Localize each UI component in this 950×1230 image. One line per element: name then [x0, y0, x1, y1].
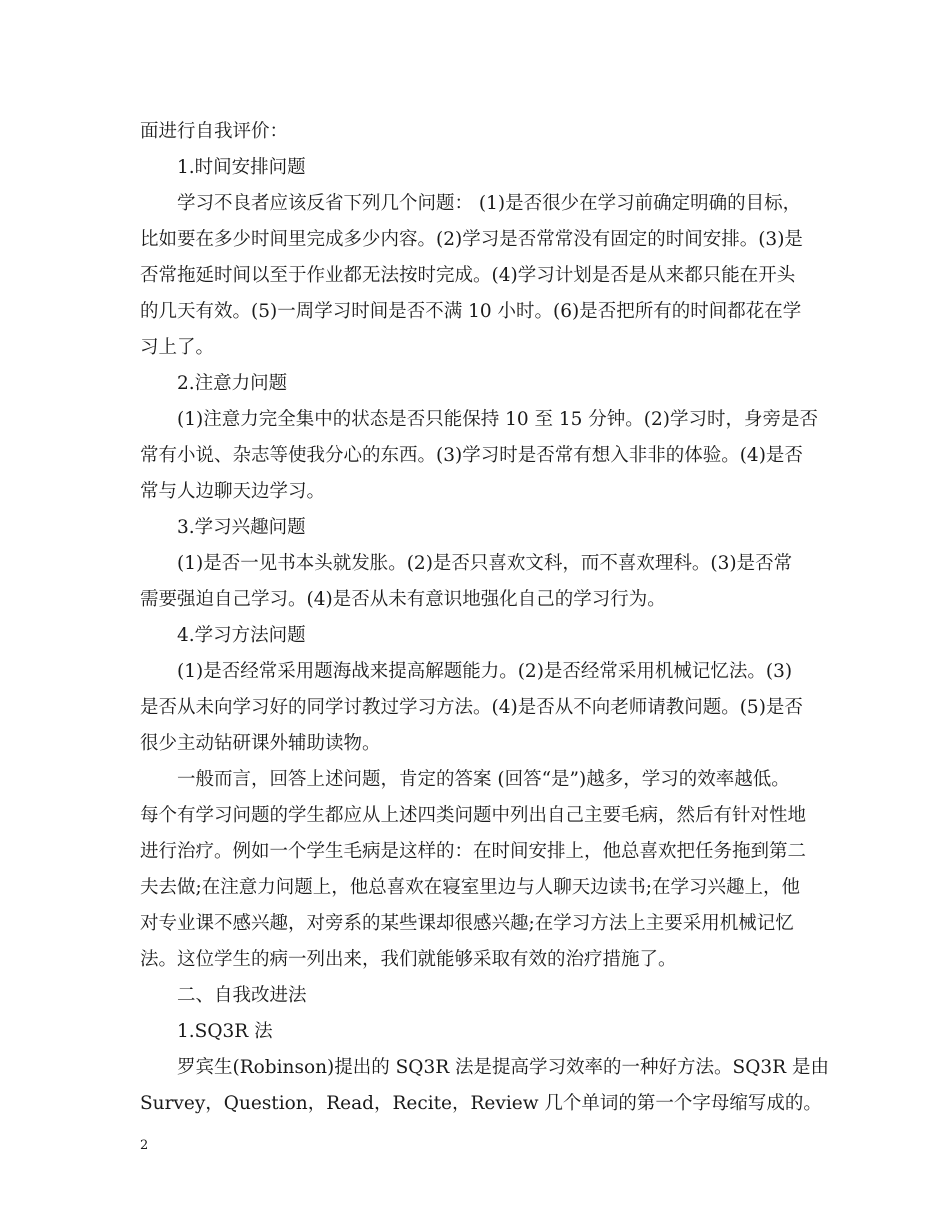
text-line: 进行治疗。例如一个学生毛病是这样的：在时间安排上，他总喜欢把任务拖到第二	[140, 841, 807, 862]
text-line: 常与人边聊天边学习。	[140, 481, 326, 502]
text-line: 面进行自我评价：	[140, 121, 289, 142]
text-line: 是否从未向学习好的同学讨教过学习方法。(4)是否从不向老师请教问题。(5)是否	[140, 697, 803, 718]
text-line: 习上了。	[140, 337, 215, 358]
text-line: 二、自我改进法	[177, 985, 307, 1006]
text-line: (1)注意力完全集中的状态是否只能保持 10 至 15 分钟。(2)学习时，身旁是否	[177, 409, 819, 430]
text-line: 学习不良者应该反省下列几个问题： (1)是否很少在学习前确定明确的目标，	[177, 193, 802, 214]
page-number: 2	[140, 1138, 149, 1153]
text-line: 法。这位学生的病一列出来，我们就能够采取有效的治疗措施了。	[140, 949, 677, 970]
text-line: (1)是否一见书本头就发胀。(2)是否只喜欢文科，而不喜欢理科。(3)是否常	[177, 553, 793, 574]
text-line: 3.学习兴趣问题	[177, 517, 306, 538]
text-line: 每个有学习问题的学生都应从上述四类问题中列出自己主要毛病，然后有针对性地	[140, 805, 807, 826]
text-line: 一般而言，回答上述问题，肯定的答案 (回答“是”)越多，学习的效率越低。	[177, 769, 790, 790]
text-line: 很少主动钻研课外辅助读物。	[140, 733, 381, 754]
text-line: 4.学习方法问题	[177, 625, 306, 646]
text-line: 需要强迫自己学习。(4)是否从未有意识地强化自己的学习行为。	[140, 589, 666, 610]
text-line: 比如要在多少时间里完成多少内容。(2)学习是否常常没有固定的时间安排。(3)是	[140, 229, 803, 250]
text-line: 2.注意力问题	[177, 373, 288, 394]
text-line: Survey，Question，Read，Recite，Review 几个单词的第一个字母缩写成的。	[140, 1093, 822, 1114]
text-line: 1.时间安排问题	[177, 157, 306, 178]
document-body	[140, 114, 840, 1122]
text-line: (1)是否经常采用题海战来提高解题能力。(2)是否经常采用机械记忆法。(3)	[177, 661, 793, 682]
text-line: 否常拖延时间以至于作业都无法按时完成。(4)学习计划是否是从来都只能在开头	[140, 265, 796, 286]
text-line: 的几天有效。(5)一周学习时间是否不满 10 小时。(6)是否把所有的时间都花在学	[140, 301, 802, 322]
text-line: 夫去做;在注意力问题上，他总喜欢在寝室里边与人聊天边读书;在学习兴趣上，他	[140, 877, 800, 898]
text-line: 罗宾生(Robinson)提出的 SQ3R 法是提高学习效率的一种好方法。SQ3R 是由	[177, 1057, 829, 1078]
text-line: 对专业课不感兴趣，对旁系的某些课却很感兴趣;在学习方法上主要采用机械记忆	[140, 913, 794, 934]
text-line: 1.SQ3R 法	[177, 1021, 273, 1042]
text-line: 常有小说、杂志等使我分心的东西。(3)学习时是否常有想入非非的体验。(4)是否	[140, 445, 803, 466]
